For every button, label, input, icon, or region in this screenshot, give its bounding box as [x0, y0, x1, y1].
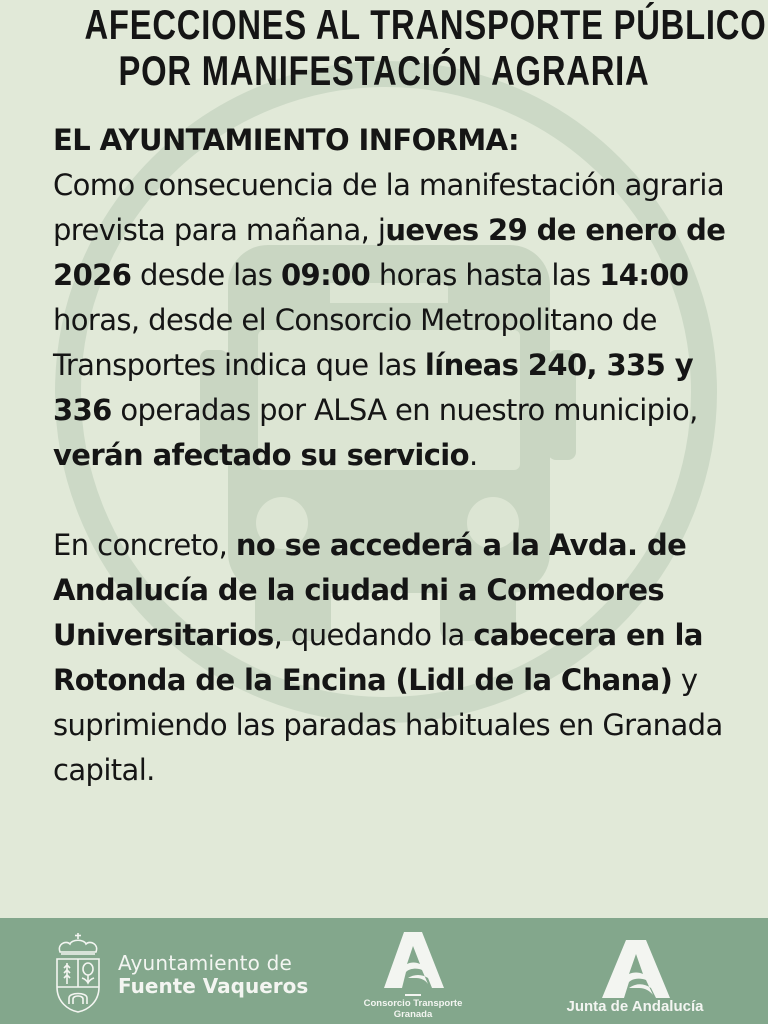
title-line-1: AFECCIONES AL TRANSPORTE PÚBLICO — [84, 1, 767, 48]
lines-highlight: líneas 240, 335 y 336 — [53, 348, 693, 427]
notice-paragraph-1 — [53, 163, 743, 478]
consorcio-label: Consorcio Transporte — [363, 998, 463, 1009]
consorcio-logo-text — [340, 998, 486, 1020]
fuente-vaqueros-coat-of-arms-icon — [52, 932, 104, 1014]
notice-body — [53, 118, 743, 793]
consorcio-city: Granada — [393, 1009, 433, 1020]
terminus-highlight: cabecera en la Rotonda de la Encina (Lidl de la Chana) — [53, 618, 703, 697]
text-span: horas hasta las — [370, 258, 600, 292]
text-span: Como consecuencia de la manifestación agraria prevista para mañana, j — [53, 168, 724, 247]
ayuntamiento-logo-text — [118, 952, 308, 998]
text-span: En concreto, — [53, 528, 236, 562]
junta-label: Junta de Andalucía — [566, 998, 704, 1015]
municipality-name: Fuente Vaqueros — [118, 974, 309, 998]
date-highlight: ueves 29 de enero de 2026 — [53, 213, 726, 292]
text-span: horas, desde el Consorcio Metropolitano de Transportes indica que las — [53, 303, 657, 382]
text-span: operadas por ALSA en nuestro municipio, — [111, 393, 698, 427]
title-line-2: POR MANIFESTACIÓN AGRARIA — [118, 47, 650, 94]
consorcio-a-logo-icon — [378, 930, 448, 990]
page-title — [84, 0, 767, 94]
start-time-highlight: 09:00 — [280, 258, 371, 292]
ayuntamiento-label: Ayuntamiento de — [118, 951, 293, 975]
notice-heading: EL AYUNTAMIENTO INFORMA: — [53, 123, 519, 157]
notice-paragraph-2 — [53, 523, 743, 793]
footer-logos-bar — [0, 918, 768, 1024]
text-span: y suprimiendo las paradas habituales en Granada capital. — [53, 663, 723, 787]
service-affected-highlight: verán afectado su servicio — [53, 438, 469, 472]
junta-a-logo-icon — [598, 938, 674, 1000]
text-span: desde las — [131, 258, 281, 292]
divider-line — [405, 994, 421, 996]
text-span: , quedando la — [273, 618, 474, 652]
end-time-highlight: 14:00 — [599, 258, 689, 292]
text-span: . — [468, 438, 478, 472]
access-restriction-highlight: no se accederá a la Avda. de Andalucía de la ciudad ni a Comedores Universitarios — [53, 528, 687, 652]
